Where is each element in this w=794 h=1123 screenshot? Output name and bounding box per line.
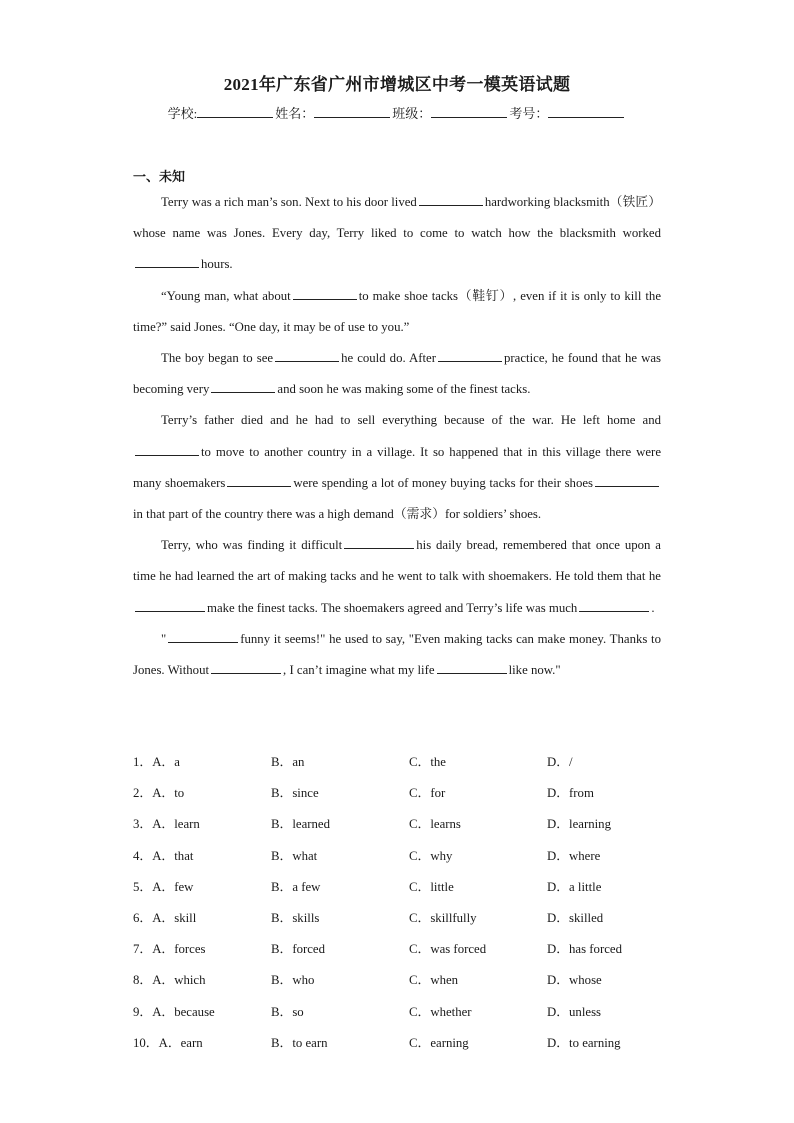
blank-11 xyxy=(135,599,205,612)
class-field[interactable] xyxy=(431,105,507,118)
section-heading: 一、未知 xyxy=(133,169,186,184)
blank-6 xyxy=(211,380,275,393)
blank-7 xyxy=(135,443,199,456)
name-field[interactable] xyxy=(314,105,390,118)
question-row: 8．A．which B．who C．when D．whose xyxy=(133,973,602,988)
paragraph-4: Terry’s father died and he had to sell everything because of the war. He left home andto move to another country in a village. It so happened that in this village there were many shoemakers were spending a lot of money buying tacks for their shoesin that part of the country there was a high demand（需求）for soldiers’ shoes. xyxy=(133,413,661,522)
options-list xyxy=(133,747,693,1059)
question-row: 3．A．learn B．learned C．learns D．learning xyxy=(133,817,611,832)
blank-3 xyxy=(293,287,357,300)
paragraph-2: “Young man, what about to make shoe tacks（鞋钉）, even if it is only to kill the time?” said Jones. “One day, it may be of use to you.” xyxy=(133,288,661,334)
blank-4 xyxy=(275,349,339,362)
blank-5 xyxy=(438,349,502,362)
school-label: 学校: xyxy=(167,106,198,121)
blank-9 xyxy=(595,474,659,487)
paragraph-3: The boy began to see he could do. After practice, he found that he was becoming very and soon he was making some of the finest tacks. xyxy=(133,351,661,397)
question-row: 5．A．few B．a few C．little D．a little xyxy=(133,879,602,894)
question-row: 2．A．to B．since C．for D．from xyxy=(133,786,594,801)
school-field[interactable] xyxy=(197,105,273,118)
blank-13 xyxy=(168,630,238,643)
question-row: 1．A．a B．an C．the D．/ xyxy=(133,755,573,769)
blank-15 xyxy=(437,661,507,674)
paragraph-6: " funny it seems!" he used to say, "Even making tacks can make money. Thanks to Jones. Without , I can’t imagine what my life like now." xyxy=(133,631,661,678)
cloze-passage xyxy=(133,187,661,686)
number-field[interactable] xyxy=(548,105,624,118)
paragraph-5: Terry, who was finding it difficult his daily bread, remembered that once upon a time he had learned the art of making tacks and he went to talk with shoemakers. He told them that hemake the finest tacks. The shoemakers agreed and Terry’s life was much . xyxy=(133,538,661,615)
paragraph-1: Terry was a rich man’s son. Next to his door lived hardworking blacksmith（铁匠）whose name was Jones. Every day, Terry liked to come to watch how the blacksmith workedhours. xyxy=(133,195,661,272)
question-row: 10．A．earn B．to earn C．earning D．to earning xyxy=(133,1035,621,1050)
blank-14 xyxy=(211,661,281,674)
student-info-line xyxy=(0,103,794,122)
number-label: 考号： xyxy=(509,106,549,121)
class-label: 班级： xyxy=(392,106,432,121)
blank-12 xyxy=(579,599,649,612)
question-row: 6．A．skill B．skills C．skillfully D．skilled xyxy=(133,910,604,925)
blank-10 xyxy=(344,536,414,549)
blank-8 xyxy=(227,474,291,487)
question-row: 7．A．forces B．forced C．was forced D．has forced xyxy=(133,942,622,957)
question-row: 4．A．that B．what C．why D．where xyxy=(133,848,601,863)
name-label: 姓名： xyxy=(275,106,315,121)
page-title: 2021年广东省广州市增城区中考一模英语试题 xyxy=(223,75,571,94)
blank-1 xyxy=(419,193,483,206)
blank-2 xyxy=(135,255,199,268)
question-row: 9．A．because B．so C．whether D．unless xyxy=(133,1004,602,1019)
